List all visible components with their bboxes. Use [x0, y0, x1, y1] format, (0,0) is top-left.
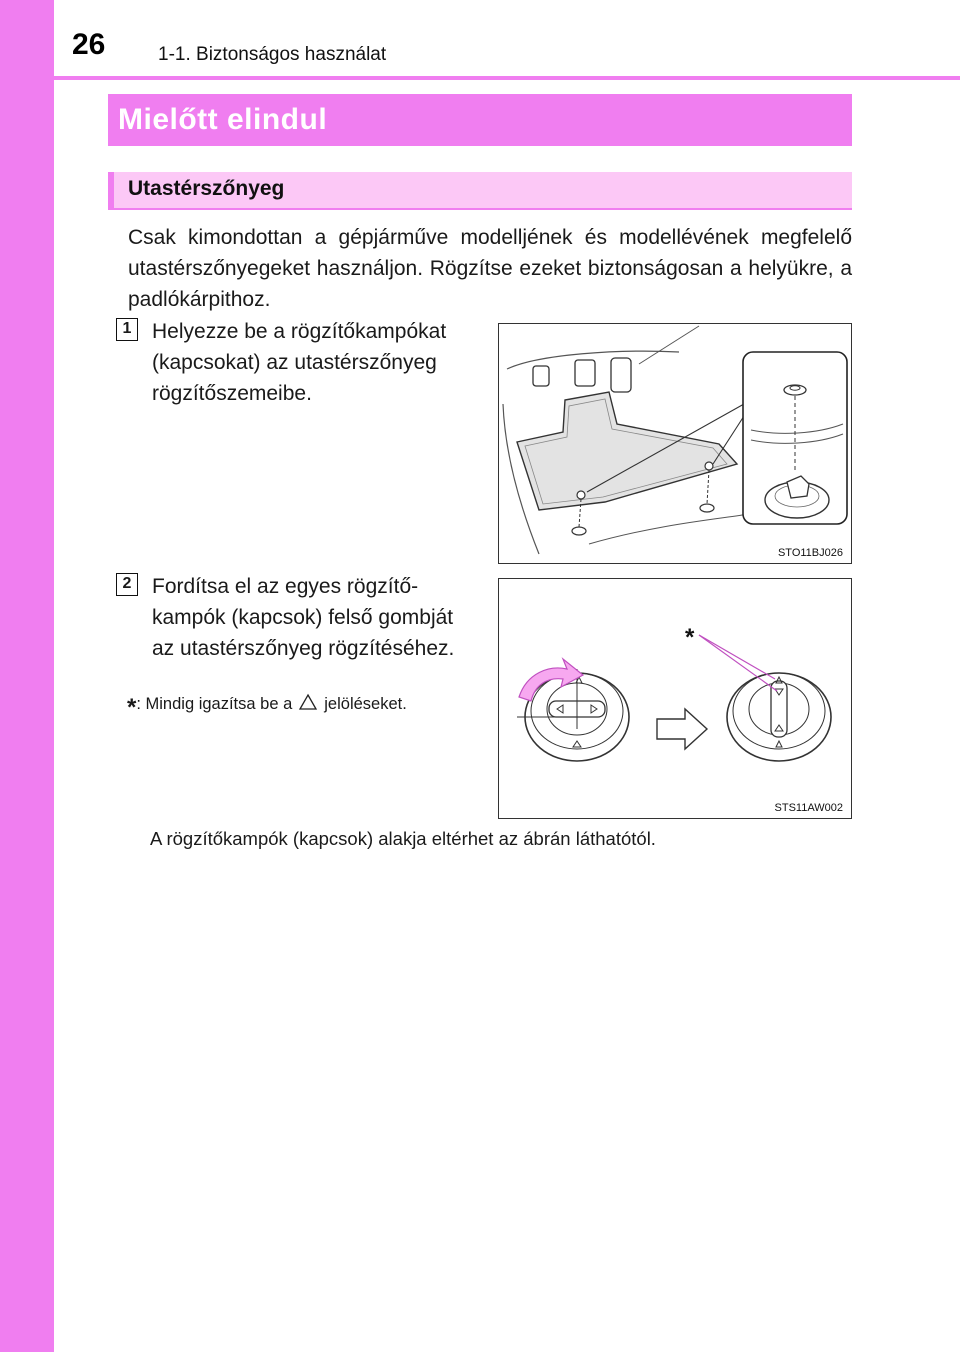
step-2-text: Fordítsa el az egyes rögzítőkampók (kapcsok) felső gombját az utastérszőnyeg rögzítéséhez. — [152, 575, 455, 660]
intro-paragraph: Csak kimondottan a gépjárműve modelljének és modellévének megfelelő utastérszőnyegeket használjon. Rögzítse ezeket biztonságosan a helyükre, a padlókárpithoz. — [128, 226, 852, 311]
step-2-badge: 2 — [116, 573, 138, 596]
figure-2-callout: * — [685, 624, 695, 651]
note-paragraph: A rögzítőkampók (kapcsok) alakja eltérhet az ábrán láthatótól. — [150, 828, 656, 849]
page-number: 26 — [72, 28, 106, 61]
figure-floor-mat — [498, 323, 852, 564]
footnote-text-after: jelöléseket. — [324, 695, 407, 713]
running-header: 1-1. Biztonságos használat — [158, 44, 387, 65]
figure-1-code: STO11BJ026 — [777, 547, 843, 559]
side-accent-bar — [0, 0, 54, 1352]
hook-rotation-illustration — [499, 579, 851, 818]
subheading: Utastérszőnyeg — [108, 172, 852, 210]
footnote-text-before: : Mindig igazítsa be a — [136, 695, 293, 713]
floor-mat-illustration — [499, 324, 851, 563]
header-rule — [54, 76, 960, 80]
step-1-text: Helyezze be a rögzítőkampókat (kapcsokat) az utastérszőnyeg rögzítőszemeibe. — [152, 320, 447, 405]
figure-hook-rotation — [498, 578, 852, 819]
footnote-marker: * — [127, 694, 137, 721]
step-1-badge: 1 — [116, 318, 138, 341]
triangle-mark-icon — [298, 693, 318, 711]
footnote — [127, 692, 407, 720]
figure-2-code: STS11AW002 — [774, 802, 843, 814]
section-title: Mielőtt elindul — [108, 94, 852, 146]
